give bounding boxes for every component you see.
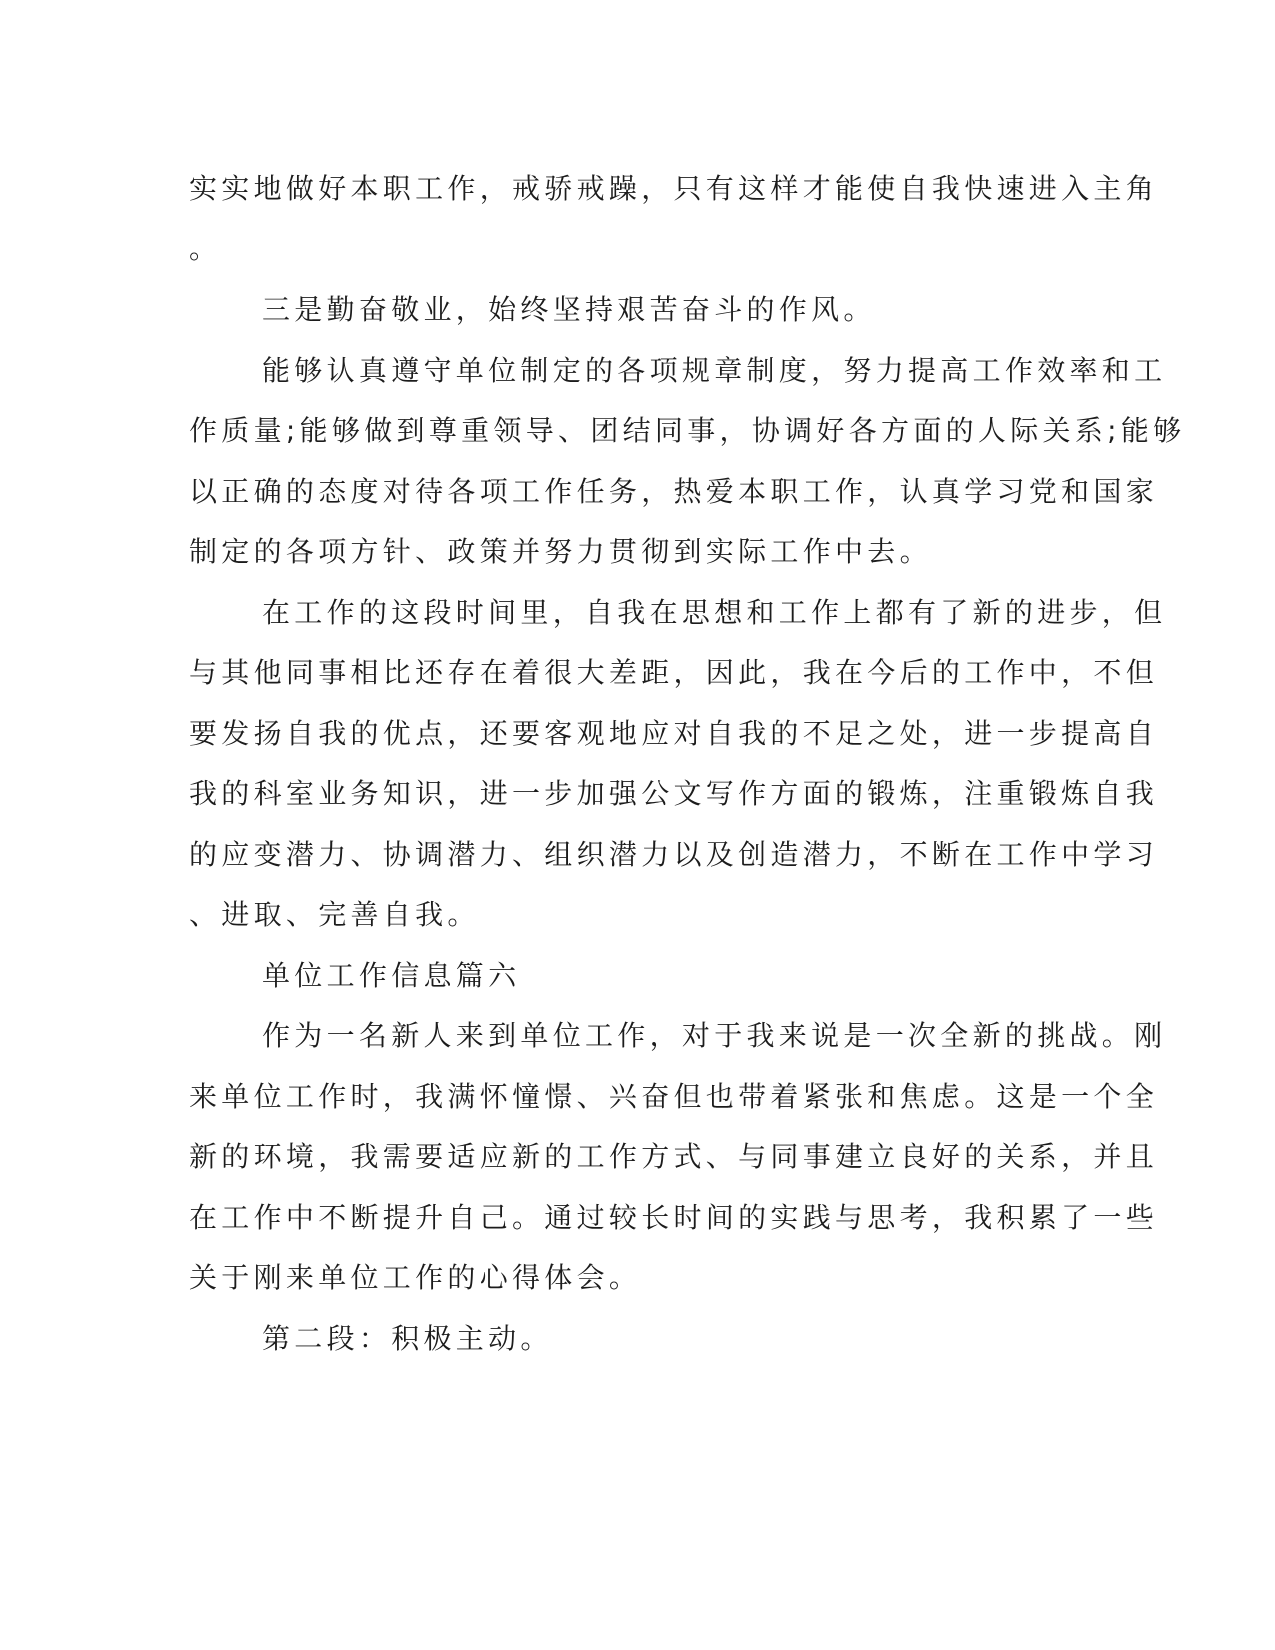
text-line: 、进取、完善自我。 [189,898,480,931]
text-line: 作为一名新人来到单位工作，对于我来说是一次全新的挑战。刚 [262,1019,1167,1052]
text-line: 以正确的态度对待各项工作任务，热爱本职工作，认真学习党和国家 [189,475,1159,508]
text-line: 新的环境，我需要适应新的工作方式、与同事建立良好的关系，并且 [189,1140,1159,1173]
text-line: 实实地做好本职工作，戒骄戒躁，只有这样才能使自我快速进入主角 [189,172,1159,205]
text-line: 要发扬自我的优点，还要客观地应对自我的不足之处，进一步提高自 [189,717,1159,750]
text-line: 与其他同事相比还存在着很大差距，因此，我在今后的工作中，不但 [189,656,1159,689]
text-line: 。 [189,232,222,265]
text-line: 三是勤奋敬业，始终坚持艰苦奋斗的作风。 [262,293,876,326]
text-line: 作质量;能够做到尊重领导、团结同事，协调好各方面的人际关系;能够 [189,414,1186,447]
text-line: 关于刚来单位工作的心得体会。 [189,1261,642,1294]
text-line: 的应变潜力、协调潜力、组织潜力以及创造潜力，不断在工作中学习 [189,838,1159,871]
text-line: 我的科室业务知识，进一步加强公文写作方面的锻炼，注重锻炼自我 [189,777,1159,810]
text-line: 在工作的这段时间里，自我在思想和工作上都有了新的进步，但 [262,596,1167,629]
section-heading: 单位工作信息篇六 [262,959,521,992]
text-line: 能够认真遵守单位制定的各项规章制度，努力提高工作效率和工 [262,354,1167,387]
text-line: 在工作中不断提升自己。通过较长时间的实践与思考，我积累了一些 [189,1201,1159,1234]
text-line: 来单位工作时，我满怀憧憬、兴奋但也带着紧张和焦虑。这是一个全 [189,1080,1159,1113]
section-heading: 第二段：积极主动。 [262,1322,553,1355]
text-line: 制定的各项方针、政策并努力贯彻到实际工作中去。 [189,535,932,568]
